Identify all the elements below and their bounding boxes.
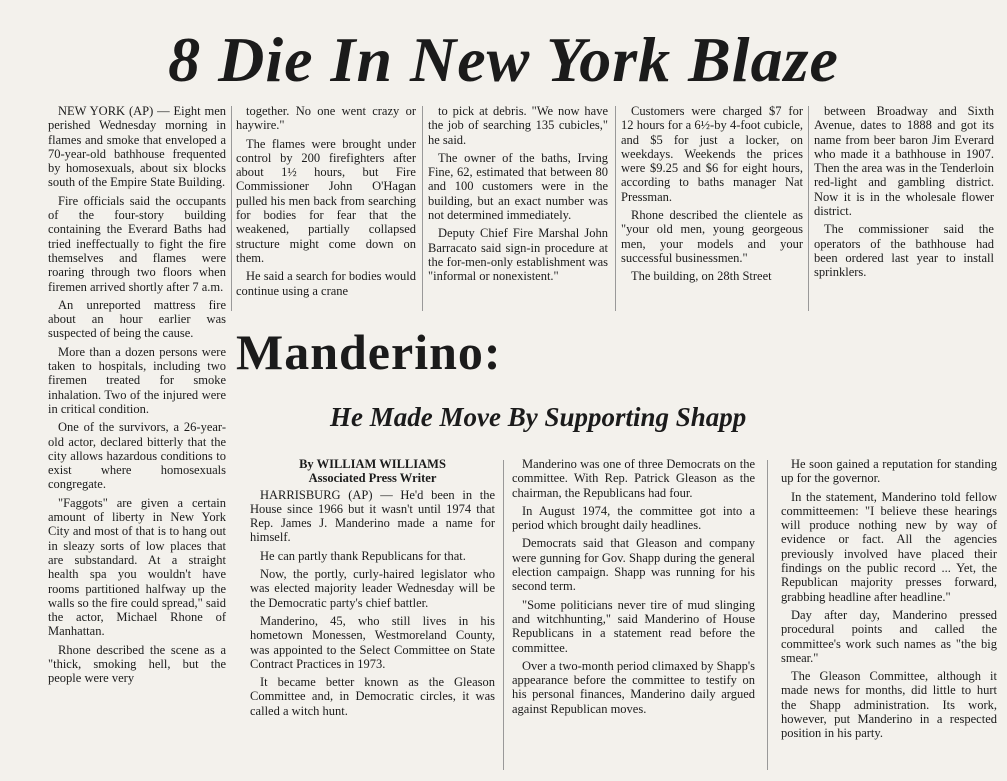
story2-byline: By WILLIAM WILLIAMS [299, 457, 446, 471]
article-paragraph: Customers were charged $7 for 12 hours for a 6½-by 4-foot cubicle, and $5 for just a locker, on weekdays. Weekends the prices were $9.25 and $6 for eight hours, according to baths manager Nat Pressman. [621, 104, 803, 204]
story2-headline: Manderino: [236, 324, 502, 380]
article-paragraph: The Gleason Committee, although it made news for months, did little to hurt the Shapp administration. Its work, however, put Manderino in a respected position in his party. [781, 669, 997, 741]
article-paragraph: Democrats said that Gleason and company were gunning for Gov. Shapp during the general election campaign. Shapp was running for his second term. [512, 536, 755, 594]
story2-column-3 [781, 457, 997, 745]
article-paragraph: More than a dozen persons were taken to hospitals, including two firemen treated for smoke inhalation. Two of the injured were in critical condition. [48, 344, 226, 416]
article-paragraph: He can partly thank Republicans for that. [260, 548, 466, 563]
article-paragraph: Manderino, 45, who still lives in his hometown Monessen, Westmoreland County, was appointed to the Select Committee on State Contract Practices in 1973. [250, 613, 495, 671]
article-paragraph: together. No one went crazy or haywire." [236, 104, 416, 133]
column-rule [231, 106, 232, 311]
article-paragraph: HARRISBURG (AP) — He'd been in the House since 1966 but it wasn't until 1974 that Rep. James J. Manderino made a name for himself. [250, 487, 495, 545]
story2-column-1 [250, 457, 495, 722]
article-paragraph: He soon gained a reputation for standing up for the governor. [781, 457, 997, 486]
story1-column-2 [236, 104, 416, 302]
story1-column-5 [814, 104, 994, 284]
article-paragraph: The commissioner said the operators of the bathhouse had been ordered last year to install sprinklers. [814, 222, 994, 280]
column-rule [503, 460, 504, 770]
column-rule [615, 106, 616, 311]
column-rule [422, 106, 423, 311]
article-paragraph: In August 1974, the committee got into a period which brought daily headlines. [512, 503, 755, 533]
article-paragraph: In the statement, Manderino told fellow committeemen: "I believe these hearings will produce nothing new by way of evidence or fact. All the agencies previously involved have placed their findings on the public record ... Yet, the Republican majority presses forward, grabbing headline after headline." [781, 489, 997, 604]
article-paragraph: "Some politicians never tire of mud slinging and witchhunting," said Manderino of House Republicans in a statement read before the committee. [512, 597, 755, 655]
article-paragraph: An unreported mattress fire about an hour earlier was suspected of being the cause. [48, 297, 226, 341]
article-paragraph: He said a search for bodies would continue using a crane [236, 269, 416, 298]
story2-column-2 [512, 457, 755, 720]
article-paragraph: Over a two-month period climaxed by Shapp's appearance before the committee to testify on his personal finances, Manderino daily argued against Republican moves. [512, 658, 755, 716]
article-paragraph: Rhone described the clientele as "your old men, young georgeous men, your models and your successful businessmen." [621, 208, 803, 265]
story2-subhead: He Made Move By Supporting Shapp [330, 402, 747, 432]
article-paragraph: to pick at debris. "We now have the job of searching 135 cubicles," he said. [428, 104, 608, 147]
story2-credit: Associated Press Writer [308, 471, 437, 486]
article-paragraph: Manderino was one of three Democrats on the committee. With Rep. Patrick Gleason as the chairman, the Republicans had four. [512, 457, 755, 500]
article-paragraph: "Faggots" are given a certain amount of liberty in New York City and most of that is to hang out in sleazy sorts of low places that are substandard. At a straight health spa you wouldn't have rooms partitioned halfway up the walls so the fire could spread," said the actor, Michael Rhone of Manhattan. [48, 495, 226, 639]
article-paragraph: Deputy Chief Fire Marshal John Barracato said sign-in procedure at the for-men-only establishment was "informal or nonexistent." [428, 226, 608, 284]
article-paragraph: between Broadway and Sixth Avenue, dates to 1888 and got its name from beer baron Jim Everard who made it a bathhouse in 1907. Then the area was in the Tenderloin red-light and gambling district. Now it is in the wholesale flower district. [814, 104, 994, 219]
article-paragraph: Now, the portly, curly-haired legislator who was elected majority leader Wednesday will be the Democratic party's chief battler. [250, 567, 495, 610]
article-paragraph: It became better known as the Gleason Committee and, in Democratic circles, it was called a witch hunt. [250, 675, 495, 718]
article-paragraph: NEW YORK (AP) — Eight men perished Wednesday morning in flames and smoke that enveloped a 70-year-old bathhouse frequented by homosexuals, about six blocks south of the Empire State Building. [48, 104, 226, 190]
story1-column-1 [48, 104, 226, 690]
story1-headline: 8 Die In New York Blaze [168, 24, 839, 95]
article-paragraph: Day after day, Manderino pressed procedural points and called the committee's work such names as "the big smear." [781, 607, 997, 665]
article-paragraph: The flames were brought under control by 200 firefighters after about 1½ hours, but Fire Commissioner John O'Hagan pulled his men back from searching for bodies for fear that the weakened, partially collapsed structure might come down on them. [236, 136, 416, 265]
column-rule [808, 106, 809, 311]
article-paragraph: Rhone described the scene as a "thick, smoking hell, but the people were very [48, 642, 226, 686]
story1-column-4 [621, 104, 803, 288]
article-paragraph: The owner of the baths, Irving Fine, 62, estimated that between 80 and 100 customers were in the building, but an exact number was not determined immediately. [428, 150, 608, 223]
article-paragraph: The building, on 28th Street [631, 269, 772, 284]
story1-column-3 [428, 104, 608, 288]
column-rule [767, 460, 768, 770]
article-paragraph: Fire officials said the occupants of the four-story building containing the Everard Baths had tried ineffectually to fight the fire themselves and flames were roaring through two floors when firemen arrived shortly after 7 a.m. [48, 193, 226, 294]
article-paragraph: One of the survivors, a 26-year-old actor, declared bitterly that the city allows hazardous conditions to exist where homosexuals congregate. [48, 420, 226, 492]
